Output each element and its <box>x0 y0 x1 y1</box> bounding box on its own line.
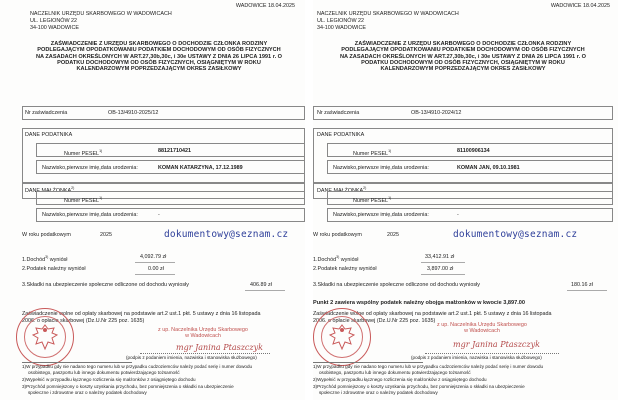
contributions-value: 406.89 zł <box>250 282 272 288</box>
tax-due-value: 3,897.00 zł <box>427 266 454 272</box>
fee-text-line-2: 2006. o opłacie skarbowej (Dz.U.Nr 225 poz. 1635) <box>313 318 436 324</box>
pesel-label: Numer PESEL$^{1)}$ <box>64 149 103 157</box>
footnote-3b: społeczne i zdrowotne oraz o należny podatek dochodowy <box>28 390 147 395</box>
name-value: KOMAN JAN, 09.10.1981 <box>457 165 520 171</box>
tax-year-value: 2025 <box>387 232 399 238</box>
joint-tax-note: Punkt 2 zawiera wspólny podatek należny obojga małżonków w kwocie 3,897.00 <box>313 300 526 306</box>
header-date: WADOWICE 18.04.2025 <box>550 3 610 9</box>
pesel-value: 81100906134 <box>457 148 490 154</box>
tax-year-label: W roku podatkowym <box>22 232 71 238</box>
signature-line <box>140 353 270 354</box>
certificate-number-label: Nr zaświadczenia <box>25 110 68 116</box>
issuer-line-2: UL. LEGIONÓW 22 <box>30 18 78 24</box>
income-label: 1.Dochód$^{3)}$ wyniósł <box>22 255 68 263</box>
spouse-name-label: Nazwisko,pierwsze imię,data urodzenia: <box>42 212 138 218</box>
issuer-line-1: NACZELNIK URZĘDU SKARBOWEGO W WADOWICACH <box>317 11 459 17</box>
footnote-1a: 1)W przypadku gdy nie nadano tego numeru lub w przypadku cudzoziemców należy podać serię i numer dowodu <box>22 364 253 369</box>
taxpayer-heading: DANE PODATNIKA <box>317 132 365 138</box>
name-label: Nazwisko,pierwsze imię,data urodzenia: <box>333 165 429 171</box>
income-value: 4,092.79 zł <box>140 254 167 260</box>
income-underline <box>421 262 465 263</box>
footnote-2: 2)Wypełnić w przypadku łącznego rozliczenia się małżonków z osiągniętego dochodu <box>313 377 487 382</box>
spouse-name-label: Nazwisko,pierwsze imię,data urodzenia: <box>333 212 429 218</box>
certificate-number-value: OB-13/4910-2024/12 <box>411 110 462 116</box>
authorization-stamp: z up. Naczelnika Urzędu Skarbowego w Wadowicach <box>158 327 248 340</box>
official-seal <box>313 308 371 366</box>
certificate-page-right <box>313 0 618 400</box>
eagle-emblem-icon <box>327 321 357 353</box>
name-label: Nazwisko,pierwsze imię,data urodzenia: <box>42 165 138 171</box>
spouse-heading: DANE MAŁŻONKA$^{2)}$ <box>25 186 75 194</box>
spouse-pesel-label: Numer PESEL$^{1)}$ <box>64 196 103 204</box>
issuer-line-1: NACZELNIK URZĘDU SKARBOWEGO W WADOWICACH <box>30 11 172 17</box>
handwritten-email: dokumentowy@seznam.cz <box>164 229 289 240</box>
certificate-number-value: OB-13/4910-2025/12 <box>108 110 159 116</box>
footnote-1a: 1)W przypadku gdy nie nadano tego numeru lub w przypadku cudzoziemców należy podać serię i numer dowodu <box>313 364 544 369</box>
footnote-3a: 3)Przychód pomniejszony o koszty uzyskania przychodu, bez pomniejszenia o składki na ubezpieczenie <box>22 384 234 389</box>
contributions-label: 3.Składki na ubezpieczenie społeczne odliczone od dochodu wyniosły <box>22 282 189 288</box>
footnote-3a: 3)Przychód pomniejszony o koszty uzyskania przychodu, bez pomniejszenia o składki na ubezpieczenie <box>313 384 525 389</box>
certificate-number-label: Nr zaświadczenia <box>317 110 360 116</box>
spouse-name-value: - <box>457 212 459 218</box>
authorization-stamp: z up. Naczelnika Urzędu Skarbowego w Wadowicach <box>437 322 527 335</box>
handwritten-email: dokumentowy@seznam.cz <box>453 229 578 240</box>
tax-due-underline <box>421 274 465 275</box>
header-date: WADOWICE 18.04.2025 <box>235 3 295 9</box>
fee-text-line-2: 2006. o opłacie skarbowej (Dz.U.Nr 225 poz. 1635) <box>22 318 145 324</box>
tax-due-label: 2.Podatek należny wyniósł <box>22 266 86 272</box>
tax-due-value: 0.00 zł <box>148 266 164 272</box>
official-signature: mgr Janina Ptaszczyk <box>176 343 263 352</box>
issuer-line-2: UL. LEGIONÓW 22 <box>317 18 365 24</box>
signature-caption: (podpis z podaniem imienia, nazwiska i stanowiska służbowego) <box>411 355 542 360</box>
document-title: ZAŚWIADCZENIE Z URZĘDU SKARBOWEGO O DOCHODZIE CZŁONKA RODZINY PODLEGAJĄCYM OPODATKOWANIU PODATKIEM DOCHODOWYM OD OSÓB FIZYCZNYCH NA ZASADACH OKREŚLONYCH W ART.27,30b,30c, i 30e USTAWY Z DNIA 26 LIPCA 1991 r. O PODATKU DOCHODOWYM OD OSÓB FIZYCZNYCH, OSIĄGNIĘTYM W ROKU KALENDARZOWYM POPRZEDZAJĄCYM OKRES ZASIŁKOWY <box>339 41 587 73</box>
official-signature: mgr Janina Ptaszczyk <box>453 340 540 349</box>
pesel-label: Numer PESEL$^{1)}$ <box>353 149 392 157</box>
footnote-separator <box>313 362 423 363</box>
certificate-page-left <box>0 0 305 400</box>
signature-line <box>425 353 559 354</box>
official-seal <box>16 308 74 366</box>
signature-caption: (podpis z podaniem imienia, nazwiska i stanowiska służbowego) <box>126 355 257 360</box>
page-gap <box>305 0 313 400</box>
tax-year-label: W roku podatkowym <box>313 232 362 238</box>
footnote-3b: społeczne i zdrowotne oraz o należny podatek dochodowy <box>319 390 438 395</box>
tax-due-label: 2.Podatek należny wyniósł <box>313 266 377 272</box>
income-underline <box>135 262 175 263</box>
contributions-underline <box>567 290 607 291</box>
fee-text-line-1: Zaświadczenie wolne od opłaty skarbowej na podstawie art.2 ust.1 pkt. 5 ustawy z dnia 16 listopada <box>22 311 261 317</box>
fee-text-line-1: Zaświadczenie wolne od opłaty skarbowej na podstawie art.2 ust.1 pkt. 5 ustawy z dnia 16 listopada <box>313 311 552 317</box>
issuer-line-3: 34-100 WADOWICE <box>30 25 79 31</box>
footnote-2: 2)Wypełnić w przypadku łącznego rozliczenia się małżonków z osiągniętego dochodu <box>22 377 196 382</box>
eagle-emblem-icon <box>30 321 60 353</box>
spouse-name-value: - <box>158 212 160 218</box>
contributions-value: 180.16 zł <box>571 282 593 288</box>
document-title: ZAŚWIADCZENIE Z URZĘDU SKARBOWEGO O DOCHODZIE CZŁONKA RODZINY PODLEGAJĄCYM OPODATKOWANIU PODATKIEM DOCHODOWYM OD OSÓB FIZYCZNYCH NA ZASADACH OKREŚLONYCH W ART.27,30b,30c, i 30e USTAWY Z DNIA 26 LIPCA 1991 r. O PODATKU DOCHODOWYM OD OSÓB FIZYCZNYCH, OSIĄGNIĘTYM W ROKU KALENDARZOWYM POPRZEDZAJĄCYM OKRES ZASIŁKOWY <box>35 41 283 73</box>
footnote-1b: osobistego, paszportu lub innego dokumentu potwierdzającego tożsamość <box>319 370 471 375</box>
contributions-underline <box>245 290 285 291</box>
footnote-1b: osobistego, paszportu lub innego dokumentu potwierdzającego tożsamość <box>28 370 180 375</box>
tax-due-underline <box>135 274 175 275</box>
pesel-value: 88121710421 <box>158 148 191 154</box>
issuer-line-3: 34-100 WADOWICE <box>317 25 366 31</box>
spouse-heading: DANE MAŁŻONKA$^{2)}$ <box>317 186 367 194</box>
contributions-label: 3.Składki na ubezpieczenie społeczne odliczone od dochodu wyniosły <box>313 282 480 288</box>
footnote-separator <box>22 362 132 363</box>
income-value: 33,412.91 zł <box>425 254 455 260</box>
name-value: KOMAN KATARZYNA, 17.12.1989 <box>158 165 243 171</box>
taxpayer-heading: DANE PODATNIKA <box>25 132 73 138</box>
income-label: 1.Dochód$^{3)}$ wyniósł <box>313 255 359 263</box>
tax-year-value: 2025 <box>100 232 112 238</box>
spouse-pesel-label: Numer PESEL$^{1)}$ <box>353 196 392 204</box>
